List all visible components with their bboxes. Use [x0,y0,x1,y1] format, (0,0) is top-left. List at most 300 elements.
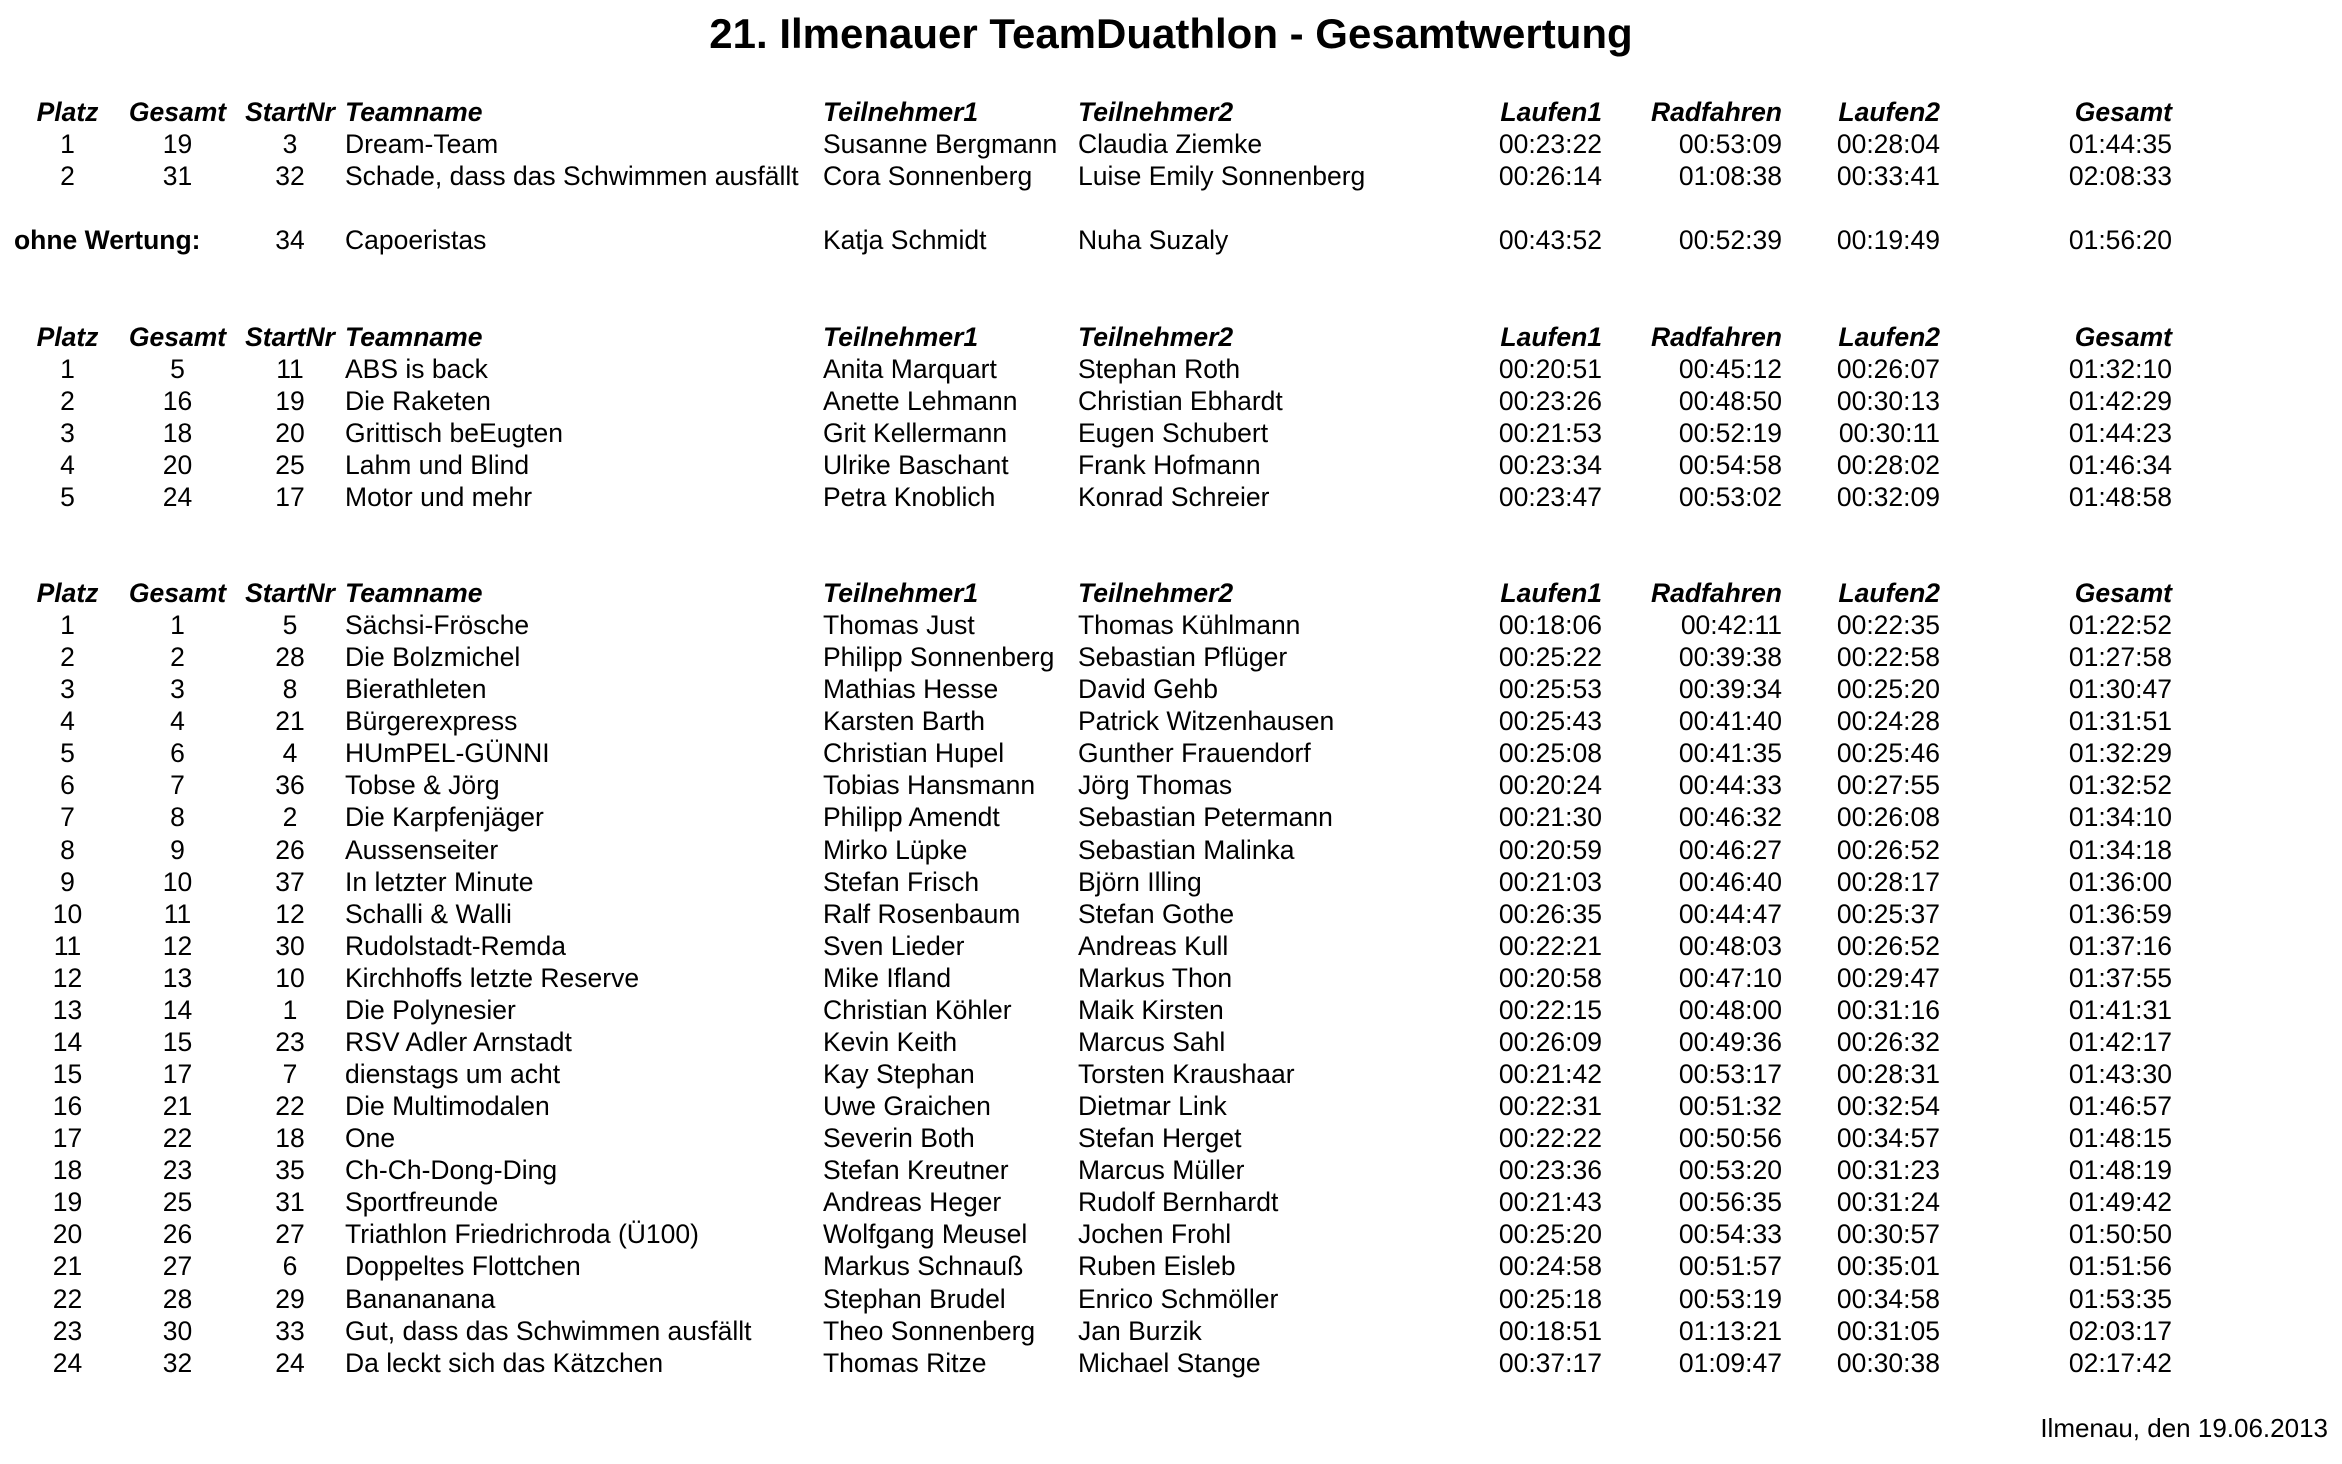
cell-team-name: Rudolstadt-Remda [345,930,566,961]
cell-total-time: 01:56:20 [2068,225,2172,256]
cell-participant2: Sebastian Malinka [1078,834,1295,865]
cell-participant2: Rudolf Bernhardt [1078,1187,1279,1218]
cell-run1-time: 00:21:03 [1498,866,1602,897]
cell-bike-time: 00:51:32 [1678,1091,1782,1122]
cell-platz: 16 [52,1091,83,1122]
cell-participant1: Mike Ifland [823,962,952,993]
cell-start-number: 20 [275,418,305,449]
cell-bike-time: 00:46:40 [1678,866,1782,897]
cell-bike-time: 01:08:38 [1678,161,1782,192]
cell-participant1: Markus Schnauß [823,1251,1024,1282]
cell-start-number: 35 [275,1155,305,1186]
cell-total-time: 01:36:00 [2068,866,2172,897]
cell-total-time: 01:51:56 [2068,1251,2172,1282]
cell-team-name: Die Polynesier [345,994,516,1025]
header-team-name: Teamname [345,322,483,352]
cell-total-time: 01:44:35 [2068,129,2172,160]
cell-bike-time: 00:50:56 [1678,1123,1782,1154]
cell-run1-time: 00:20:51 [1498,354,1602,385]
cell-run1-time: 00:25:53 [1498,674,1602,705]
header-participant2: Teilnehmer2 [1078,578,1234,608]
cell-participant2: Thomas Kühlmann [1078,610,1301,641]
cell-bike-time: 00:54:58 [1678,450,1782,481]
header-bike-time: Radfahren [1650,97,1782,127]
cell-total-time: 01:42:29 [2068,386,2172,417]
cell-total-time: 01:27:58 [2068,642,2172,673]
cell-team-name: Bürgerexpress [345,706,518,737]
cell-bike-time: 00:56:35 [1678,1187,1782,1218]
header-bike-time: Radfahren [1650,578,1782,608]
cell-run2-time: 00:26:52 [1836,834,1940,865]
ohne-wertung-label: ohne Wertung: [14,225,201,256]
cell-bike-time: 00:41:40 [1678,706,1782,737]
cell-participant2: Marcus Müller [1078,1155,1245,1186]
cell-run1-time: 00:20:59 [1498,834,1602,865]
cell-gesamt-rank: 15 [162,1026,193,1057]
cell-participant1: Stephan Brudel [823,1283,1006,1314]
cell-run1-time: 00:21:30 [1498,802,1602,833]
cell-gesamt-rank: 1 [170,610,185,641]
header-platz: Platz [36,97,99,127]
cell-platz: 2 [60,386,75,417]
cell-participant2: Jochen Frohl [1078,1219,1232,1250]
cell-bike-time: 00:53:19 [1678,1283,1782,1314]
cell-gesamt-rank: 25 [162,1187,193,1218]
cell-participant1: Philipp Sonnenberg [823,642,1055,673]
cell-participant2: Frank Hofmann [1078,450,1261,481]
cell-bike-time: 00:54:33 [1678,1219,1782,1250]
cell-bike-time: 00:53:17 [1678,1059,1782,1090]
cell-gesamt-rank: 4 [170,706,185,737]
cell-gesamt-rank: 20 [162,450,193,481]
cell-run2-time: 00:31:16 [1836,994,1940,1025]
cell-total-time: 01:32:10 [2068,354,2172,385]
cell-start-number: 12 [275,898,305,929]
cell-gesamt-rank: 22 [162,1123,193,1154]
cell-bike-time: 00:47:10 [1678,962,1782,993]
cell-platz: 17 [52,1123,83,1154]
cell-total-time: 02:03:17 [2068,1315,2172,1346]
cell-run1-time: 00:21:42 [1498,1059,1602,1090]
header-run1-time: Laufen1 [1500,322,1602,352]
cell-gesamt-rank: 11 [163,898,192,929]
header-bike-time: Radfahren [1650,322,1782,352]
cell-bike-time: 00:46:27 [1678,834,1782,865]
cell-start-number: 2 [282,802,298,833]
cell-participant2: Stephan Roth [1078,354,1241,385]
cell-gesamt-rank: 2 [170,642,185,673]
cell-start-number: 36 [275,770,305,801]
cell-run1-time: 00:20:24 [1498,770,1602,801]
cell-participant1: Cora Sonnenberg [823,161,1033,192]
cell-run2-time: 00:22:35 [1836,610,1940,641]
cell-participant2: Patrick Witzenhausen [1078,706,1335,737]
cell-participant2: Stefan Gothe [1078,898,1235,929]
cell-participant1: Stefan Kreutner [823,1155,1009,1186]
cell-team-name: Tobse & Jörg [345,770,500,801]
cell-participant1: Ulrike Baschant [823,450,1009,481]
cell-team-name: Die Karpfenjäger [345,802,544,833]
cell-team-name: Capoeristas [345,225,487,256]
header-gesamt-rank: Gesamt [128,322,227,352]
cell-gesamt-rank: 5 [170,354,185,385]
cell-run1-time: 00:22:21 [1498,930,1602,961]
cell-participant1: Tobias Hansmann [823,770,1036,801]
cell-participant1: Kay Stephan [823,1059,975,1090]
cell-gesamt-rank: 6 [170,738,185,769]
cell-team-name: HUmPEL-GÜNNI [345,738,550,769]
cell-platz: 14 [52,1026,83,1057]
cell-run2-time: 00:30:38 [1836,1347,1940,1378]
cell-run2-time: 00:24:28 [1836,706,1940,737]
cell-participant1: Grit Kellermann [823,418,1008,449]
cell-gesamt-rank: 23 [162,1155,193,1186]
cell-start-number: 28 [275,642,305,673]
cell-participant1: Petra Knoblich [823,482,996,513]
cell-run2-time: 00:33:41 [1836,161,1940,192]
cell-run1-time: 00:26:09 [1498,1026,1602,1057]
cell-participant2: Konrad Schreier [1078,482,1270,513]
cell-team-name: Dream-Team [345,129,499,160]
header-total-time: Gesamt [2074,578,2172,608]
cell-run1-time: 00:23:47 [1498,482,1602,513]
cell-team-name: Die Raketen [345,386,491,417]
cell-run2-time: 00:26:52 [1836,930,1940,961]
cell-start-number: 37 [275,866,305,897]
cell-participant2: Markus Thon [1078,962,1233,993]
cell-total-time: 01:34:18 [2068,834,2172,865]
cell-bike-time: 01:13:21 [1678,1315,1782,1346]
cell-total-time: 01:34:10 [2068,802,2172,833]
cell-run2-time: 00:30:13 [1836,386,1940,417]
cell-run2-time: 00:28:31 [1836,1059,1940,1090]
cell-team-name: RSV Adler Arnstadt [345,1026,572,1057]
cell-run1-time: 00:22:15 [1498,994,1602,1025]
cell-start-number: 25 [275,450,305,481]
cell-participant2: Michael Stange [1078,1347,1261,1378]
cell-bike-time: 00:53:02 [1678,482,1782,513]
cell-run1-time: 00:43:52 [1498,225,1602,256]
cell-bike-time: 00:52:19 [1678,418,1782,449]
cell-participant2: Maik Kirsten [1078,994,1224,1025]
cell-run1-time: 00:25:18 [1498,1283,1602,1314]
cell-run2-time: 00:32:54 [1836,1091,1940,1122]
cell-team-name: Motor und mehr [345,482,533,513]
cell-run1-time: 00:23:36 [1498,1155,1602,1186]
cell-platz: 1 [60,610,75,641]
cell-start-number: 18 [275,1123,305,1154]
cell-participant1: Mathias Hesse [823,674,999,705]
cell-total-time: 01:36:59 [2068,898,2172,929]
cell-run2-time: 00:31:24 [1836,1187,1940,1218]
cell-participant1: Severin Both [823,1123,975,1154]
cell-team-name: Gut, dass das Schwimmen ausfällt [345,1315,752,1346]
cell-participant1: Anita Marquart [823,354,997,385]
cell-bike-time: 00:44:47 [1678,898,1782,929]
cell-start-number: 21 [275,706,305,737]
cell-bike-time: 00:52:39 [1678,225,1782,256]
header-run2-time: Laufen2 [1838,322,1940,352]
cell-platz: 5 [60,482,75,513]
cell-participant2: Christian Ebhardt [1078,386,1283,417]
cell-run2-time: 00:25:20 [1836,674,1940,705]
cell-platz: 22 [52,1283,83,1314]
cell-gesamt-rank: 8 [170,802,185,833]
cell-platz: 19 [52,1187,83,1218]
cell-total-time: 01:30:47 [2068,674,2172,705]
cell-team-name: Lahm und Blind [345,450,530,481]
cell-team-name: Bierathleten [345,674,487,705]
cell-platz: 10 [52,898,83,929]
header-team-name: Teamname [345,97,483,127]
cell-bike-time: 00:44:33 [1678,770,1782,801]
cell-participant1: Sven Lieder [823,930,965,961]
cell-run1-time: 00:37:17 [1498,1347,1602,1378]
cell-gesamt-rank: 18 [162,418,193,449]
header-team-name: Teamname [345,578,483,608]
place-date: Ilmenau, den 19.06.2013 [2040,1413,2328,1443]
cell-run2-time: 00:26:08 [1836,802,1940,833]
cell-participant1: Anette Lehmann [823,386,1018,417]
cell-platz: 18 [52,1155,83,1186]
cell-total-time: 01:37:16 [2068,930,2172,961]
cell-run2-time: 00:28:02 [1836,450,1940,481]
cell-participant2: Claudia Ziemke [1078,129,1263,160]
cell-run1-time: 00:25:43 [1498,706,1602,737]
cell-start-number: 27 [275,1219,305,1250]
cell-bike-time: 00:48:00 [1678,994,1782,1025]
header-participant2: Teilnehmer2 [1078,97,1234,127]
cell-total-time: 01:46:34 [2068,450,2172,481]
cell-gesamt-rank: 10 [162,866,193,897]
cell-total-time: 01:42:17 [2068,1026,2172,1057]
cell-platz: 3 [60,674,75,705]
cell-run1-time: 00:23:26 [1498,386,1602,417]
cell-platz: 8 [60,834,75,865]
cell-bike-time: 00:48:50 [1678,386,1782,417]
cell-team-name: Doppeltes Flottchen [345,1251,581,1282]
cell-total-time: 01:31:51 [2068,706,2172,737]
cell-team-name: Da leckt sich das Kätzchen [345,1347,664,1378]
cell-bike-time: 00:53:20 [1678,1155,1782,1186]
cell-platz: 20 [52,1219,83,1250]
page-title: 21. Ilmenauer TeamDuathlon - Gesamtwertung [709,10,1633,57]
cell-start-number: 11 [276,354,304,385]
cell-run2-time: 00:34:57 [1836,1123,1940,1154]
cell-start-number: 6 [282,1251,298,1282]
cell-participant2: Sebastian Pflüger [1078,642,1288,673]
cell-participant2: Andreas Kull [1078,930,1229,961]
cell-bike-time: 00:51:57 [1678,1251,1782,1282]
header-participant1: Teilnehmer1 [823,578,979,608]
cell-team-name: Grittisch beEugten [345,418,564,449]
cell-run2-time: 00:25:37 [1836,898,1940,929]
cell-gesamt-rank: 16 [162,386,193,417]
cell-bike-time: 00:45:12 [1678,354,1782,385]
header-start-number: StartNr [245,322,335,352]
cell-run2-time: 00:30:57 [1836,1219,1940,1250]
cell-bike-time: 00:42:11 [1680,610,1782,641]
cell-platz: 21 [52,1251,83,1282]
header-platz: Platz [36,322,99,352]
cell-gesamt-rank: 13 [162,962,193,993]
cell-participant2: Marcus Sahl [1078,1026,1226,1057]
cell-participant1: Kevin Keith [823,1026,958,1057]
cell-total-time: 01:49:42 [2068,1187,2172,1218]
cell-run1-time: 00:25:22 [1498,642,1602,673]
cell-gesamt-rank: 17 [162,1059,193,1090]
cell-run1-time: 00:21:43 [1498,1187,1602,1218]
cell-run2-time: 00:28:04 [1836,129,1940,160]
cell-team-name: Sportfreunde [345,1187,499,1218]
cell-run1-time: 00:21:53 [1498,418,1602,449]
cell-total-time: 01:46:57 [2068,1091,2172,1122]
cell-team-name: Die Bolzmichel [345,642,521,673]
cell-participant2: Dietmar Link [1078,1091,1227,1122]
cell-total-time: 01:48:58 [2068,482,2172,513]
cell-team-name: Kirchhoffs letzte Reserve [345,962,640,993]
cell-start-number: 23 [275,1026,305,1057]
cell-run1-time: 00:25:20 [1498,1219,1602,1250]
cell-start-number: 19 [275,386,305,417]
cell-team-name: In letzter Minute [345,866,534,897]
header-run2-time: Laufen2 [1838,97,1940,127]
cell-participant2: Gunther Frauendorf [1078,738,1311,769]
cell-start-number: 8 [282,674,298,705]
cell-run2-time: 00:35:01 [1836,1251,1940,1282]
cell-run1-time: 00:22:31 [1498,1091,1602,1122]
cell-participant1: Karsten Barth [823,706,986,737]
cell-start-number: 29 [275,1283,305,1314]
cell-participant2: David Gehb [1078,674,1218,705]
cell-participant1: Thomas Just [823,610,975,641]
cell-team-name: Triathlon Friedrichroda (Ü100) [345,1219,699,1250]
cell-total-time: 01:48:15 [2068,1123,2172,1154]
cell-participant1: Philipp Amendt [823,802,1000,833]
cell-total-time: 01:37:55 [2068,962,2172,993]
header-gesamt-rank: Gesamt [128,97,227,127]
cell-run1-time: 00:18:06 [1498,610,1602,641]
cell-team-name: Banananana [345,1283,496,1314]
cell-platz: 9 [60,866,75,897]
cell-participant1: Theo Sonnenberg [823,1315,1036,1346]
cell-team-name: Aussenseiter [345,834,499,865]
cell-start-number: 33 [275,1315,305,1346]
cell-start-number: 1 [282,994,298,1025]
cell-gesamt-rank: 28 [162,1283,193,1314]
cell-bike-time: 00:49:36 [1678,1026,1782,1057]
cell-gesamt-rank: 3 [170,674,185,705]
cell-bike-time: 00:39:34 [1678,674,1782,705]
cell-participant1: Katja Schmidt [823,225,987,256]
cell-start-number: 30 [275,930,305,961]
cell-team-name: dienstags um acht [345,1059,561,1090]
cell-participant1: Wolfgang Meusel [823,1219,1028,1250]
cell-total-time: 01:32:29 [2068,738,2172,769]
cell-participant1: Stefan Frisch [823,866,980,897]
header-platz: Platz [36,578,99,608]
cell-run2-time: 00:30:11 [1838,418,1940,449]
header-run1-time: Laufen1 [1500,578,1602,608]
cell-team-name: ABS is back [345,354,488,385]
cell-participant1: Ralf Rosenbaum [823,898,1021,929]
cell-run1-time: 00:20:58 [1498,962,1602,993]
header-participant1: Teilnehmer1 [823,97,979,127]
cell-run2-time: 00:28:17 [1836,866,1940,897]
cell-start-number: 10 [275,962,305,993]
cell-platz: 24 [52,1347,83,1378]
cell-run1-time: 00:24:58 [1498,1251,1602,1282]
cell-platz: 1 [60,354,75,385]
header-start-number: StartNr [245,578,335,608]
cell-gesamt-rank: 24 [162,482,193,513]
cell-participant2: Ruben Eisleb [1078,1251,1236,1282]
cell-start-number: 22 [275,1091,305,1122]
cell-start-number: 5 [282,610,298,641]
cell-total-time: 01:53:35 [2068,1283,2172,1314]
cell-gesamt-rank: 27 [162,1251,193,1282]
cell-bike-time: 00:48:03 [1678,930,1782,961]
cell-total-time: 02:08:33 [2068,161,2172,192]
cell-team-name: Schade, dass das Schwimmen ausfällt [345,161,799,192]
cell-participant1: Andreas Heger [823,1187,1002,1218]
cell-bike-time: 00:53:09 [1678,129,1782,160]
cell-team-name: Die Multimodalen [345,1091,550,1122]
cell-platz: 15 [52,1059,83,1090]
cell-total-time: 02:17:42 [2068,1347,2172,1378]
cell-start-number: 4 [282,738,298,769]
header-total-time: Gesamt [2074,97,2172,127]
cell-run1-time: 00:23:34 [1498,450,1602,481]
cell-start-number: 24 [275,1347,305,1378]
cell-bike-time: 01:09:47 [1678,1347,1782,1378]
cell-total-time: 01:41:31 [2068,994,2172,1025]
cell-total-time: 01:43:30 [2068,1059,2172,1090]
cell-participant1: Christian Köhler [823,994,1012,1025]
cell-gesamt-rank: 26 [162,1219,193,1250]
cell-platz: 12 [52,962,83,993]
cell-run2-time: 00:22:58 [1836,642,1940,673]
cell-team-name: Ch-Ch-Dong-Ding [345,1155,558,1186]
cell-total-time: 01:48:19 [2068,1155,2172,1186]
header-total-time: Gesamt [2074,322,2172,352]
cell-participant1: Uwe Graichen [823,1091,991,1122]
cell-team-name: One [345,1123,396,1154]
cell-platz: 11 [53,930,82,961]
cell-run1-time: 00:26:35 [1498,898,1602,929]
cell-platz: 5 [60,738,75,769]
cell-gesamt-rank: 30 [162,1315,193,1346]
cell-platz: 13 [52,994,83,1025]
header-participant1: Teilnehmer1 [823,322,979,352]
cell-start-number: 7 [282,1059,298,1090]
cell-platz: 1 [60,129,75,160]
cell-platz: 4 [60,450,75,481]
cell-run1-time: 00:26:14 [1498,161,1602,192]
cell-platz: 3 [60,418,75,449]
cell-start-number: 31 [275,1187,305,1218]
cell-bike-time: 00:39:38 [1678,642,1782,673]
cell-gesamt-rank: 21 [162,1091,193,1122]
cell-run2-time: 00:31:05 [1836,1315,1940,1346]
cell-bike-time: 00:46:32 [1678,802,1782,833]
cell-run2-time: 00:31:23 [1836,1155,1940,1186]
cell-participant2: Torsten Kraushaar [1078,1059,1295,1090]
cell-total-time: 01:32:52 [2068,770,2172,801]
cell-run2-time: 00:19:49 [1836,225,1940,256]
cell-platz: 2 [60,161,75,192]
cell-run2-time: 00:26:07 [1836,354,1940,385]
